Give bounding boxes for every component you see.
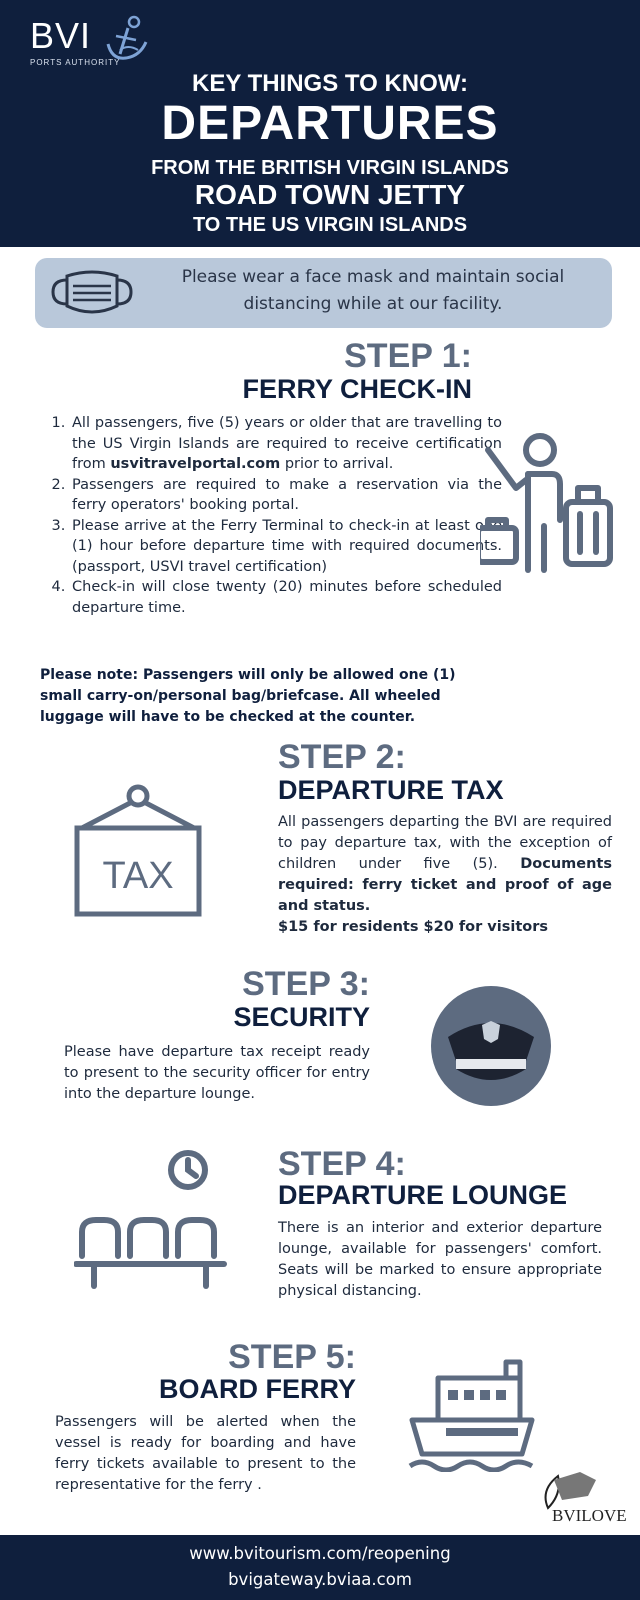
bvilove-text: BVILOVE bbox=[552, 1506, 627, 1525]
step1-title: FERRY CHECK-IN bbox=[242, 374, 472, 404]
step4-text: There is an interior and exterior departure lounge, available for passengers' comfort. Seats will be marked to ensure appropriate physical distancing. bbox=[278, 1220, 602, 1299]
step1-note: Please note: Passengers will only be allowed one (1) small carry-on/personal bag/briefcase. All wheeled luggage will have to be checked at the counter. bbox=[40, 667, 456, 725]
step5-title: BOARD FERRY bbox=[158, 1374, 356, 1404]
step4-title: DEPARTURE LOUNGE bbox=[278, 1180, 568, 1210]
tax-sign-icon bbox=[74, 784, 204, 918]
step5-text: Passengers will be alerted when the vessel is ready for boarding and have ferry tickets available to present to the representative for the ferry . bbox=[55, 1414, 356, 1493]
header-line-5: TO THE US VIRGIN ISLANDS bbox=[192, 214, 468, 236]
mask-notice-text: Please wear a face mask and maintain social distancing while at our facility. bbox=[181, 267, 565, 314]
step1-list bbox=[40, 413, 502, 618]
traveler-luggage-icon bbox=[480, 430, 616, 576]
step1-number: STEP 1: bbox=[344, 337, 472, 375]
header-banner bbox=[0, 0, 640, 247]
header-line-1: KEY THINGS TO KNOW: bbox=[191, 70, 469, 97]
step3-title: SECURITY bbox=[233, 1002, 370, 1032]
logo-text: BVI bbox=[30, 15, 92, 56]
list-item: 4. Check-in will close twenty (20) minutes before scheduled departure time. bbox=[70, 577, 502, 618]
step2-documents: Documents required: ferry ticket and proof of age and status. bbox=[278, 856, 612, 914]
ferry-icon bbox=[408, 1358, 538, 1472]
mask-notice-banner bbox=[35, 258, 612, 328]
tax-sign-text: TAX bbox=[102, 855, 174, 897]
footer-link-tourism[interactable]: www.bvitourism.com/reopening bbox=[189, 1544, 451, 1563]
face-mask-icon bbox=[49, 266, 135, 320]
list-item-text: All passengers, five (5) years or older that are travelling to the US Virgin Islands are required to receive certification from bbox=[72, 415, 502, 472]
officer-cap-icon bbox=[430, 985, 552, 1107]
footer-link-gateway[interactable]: bvigateway.bviaa.com bbox=[228, 1570, 412, 1589]
header-line-3: FROM THE BRITISH VIRGIN ISLANDS bbox=[151, 157, 509, 179]
step3-text: Please have departure tax receipt ready to present to the security officer for entry into the departure lounge. bbox=[64, 1044, 370, 1102]
header-title: DEPARTURES bbox=[161, 97, 499, 150]
step4-number: STEP 4: bbox=[278, 1145, 406, 1183]
leaf-emblem-icon bbox=[540, 1470, 630, 1510]
header-line-4: ROAD TOWN JETTY bbox=[194, 179, 466, 210]
list-item bbox=[70, 413, 502, 475]
lounge-seats-icon bbox=[74, 1150, 234, 1290]
list-item: 2. Passengers are required to make a reservation via the ferry operators' booking portal. bbox=[70, 475, 502, 516]
list-item: 3. Please arrive at the Ferry Terminal to check-in at least one (1) hour before departure time with required documents. (passport, USVI travel certification) bbox=[70, 516, 502, 578]
portal-link-text: usvitravelportal.com bbox=[110, 456, 281, 472]
step3-number: STEP 3: bbox=[242, 965, 370, 1003]
step2-title: DEPARTURE TAX bbox=[278, 775, 504, 805]
anchor-icon bbox=[106, 14, 152, 68]
bvi-ports-logo bbox=[30, 15, 121, 67]
step2-body: All passengers departing the BVI are required to pay departure tax, with the exception of children under five (5). bbox=[278, 814, 612, 872]
step2-number: STEP 2: bbox=[278, 738, 406, 776]
logo-subtitle: PORTS AUTHORITY bbox=[30, 58, 121, 67]
step2-text bbox=[278, 812, 612, 938]
step5-number: STEP 5: bbox=[228, 1338, 356, 1376]
bvilove-logo bbox=[540, 1470, 630, 1530]
step2-fees: $15 for residents $20 for visitors bbox=[278, 919, 548, 935]
list-item-text: prior to arrival. bbox=[280, 456, 394, 472]
footer-bar bbox=[0, 1535, 640, 1600]
